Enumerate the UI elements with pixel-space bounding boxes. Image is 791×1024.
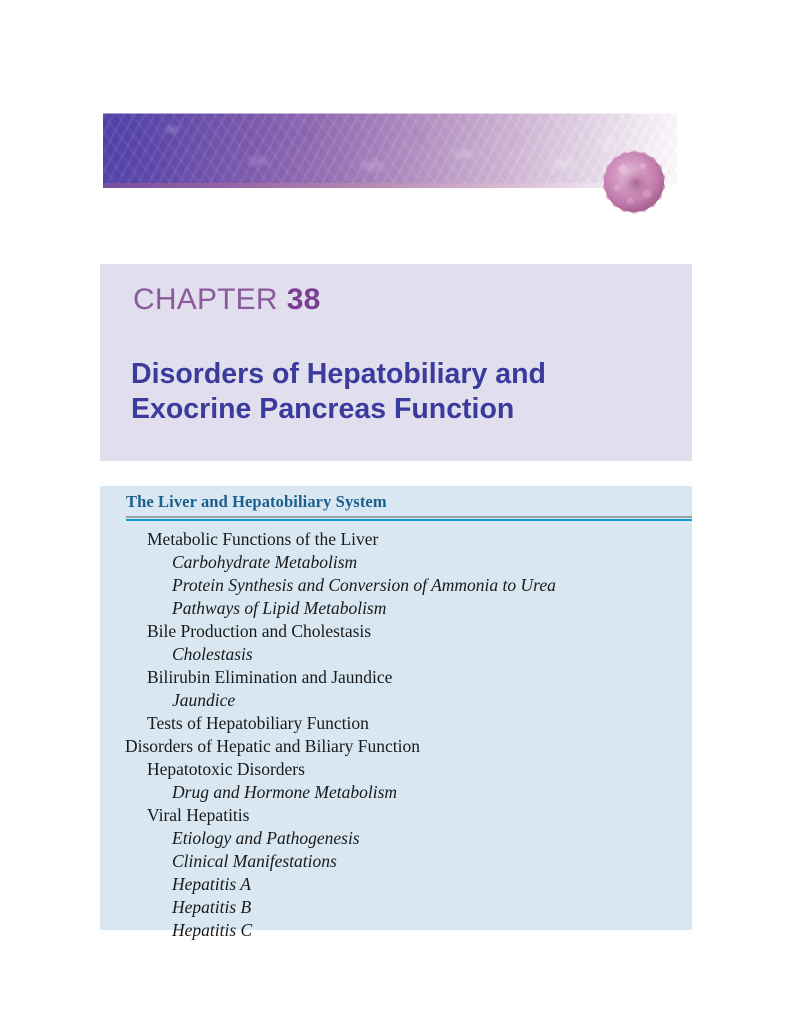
toc-entry[interactable]: Protein Synthesis and Conversion of Ammonia to Urea: [172, 575, 556, 595]
toc-entry[interactable]: Jaundice: [172, 690, 236, 710]
toc-entry[interactable]: Tests of Hepatobiliary Function: [147, 713, 369, 733]
toc-entry[interactable]: Pathways of Lipid Metabolism: [172, 598, 387, 618]
toc-entry[interactable]: Viral Hepatitis: [147, 805, 250, 825]
toc-section-heading: The Liver and Hepatobiliary System: [126, 492, 387, 511]
virus-icon: [578, 126, 690, 238]
toc-entry[interactable]: Carbohydrate Metabolism: [172, 552, 358, 572]
chapter-label-line: [133, 283, 321, 317]
toc-entry[interactable]: Hepatotoxic Disorders: [147, 759, 305, 779]
chapter-title-box: [100, 264, 692, 461]
toc-heading-block: [126, 492, 692, 521]
toc-entry[interactable]: Hepatitis A: [172, 874, 251, 894]
page-title: Disorders of Hepatobiliary and Exocrine Pancreas Function: [131, 358, 546, 425]
toc-rule-blue: [126, 519, 692, 521]
toc-list: [100, 528, 692, 942]
toc-entry[interactable]: Metabolic Functions of the Liver: [147, 529, 379, 549]
chapter-number: 38: [286, 283, 321, 316]
banner-top-highlight: [103, 113, 677, 114]
toc-entry[interactable]: Hepatitis C: [172, 920, 253, 940]
toc-entry[interactable]: Drug and Hormone Metabolism: [172, 782, 398, 802]
toc-entry[interactable]: Disorders of Hepatic and Biliary Function: [125, 736, 421, 756]
toc-rule-gray: [126, 516, 692, 518]
toc-entry[interactable]: Clinical Manifestations: [172, 851, 337, 871]
toc-entry[interactable]: Etiology and Pathogenesis: [172, 828, 360, 848]
toc-entry[interactable]: Hepatitis B: [172, 897, 252, 917]
toc-entry[interactable]: Bilirubin Elimination and Jaundice: [147, 667, 393, 687]
toc-entry[interactable]: Bile Production and Cholestasis: [147, 621, 372, 641]
toc-entry[interactable]: Cholestasis: [172, 644, 253, 664]
chapter-label: CHAPTER: [133, 283, 278, 316]
table-of-contents-panel: [100, 486, 692, 940]
